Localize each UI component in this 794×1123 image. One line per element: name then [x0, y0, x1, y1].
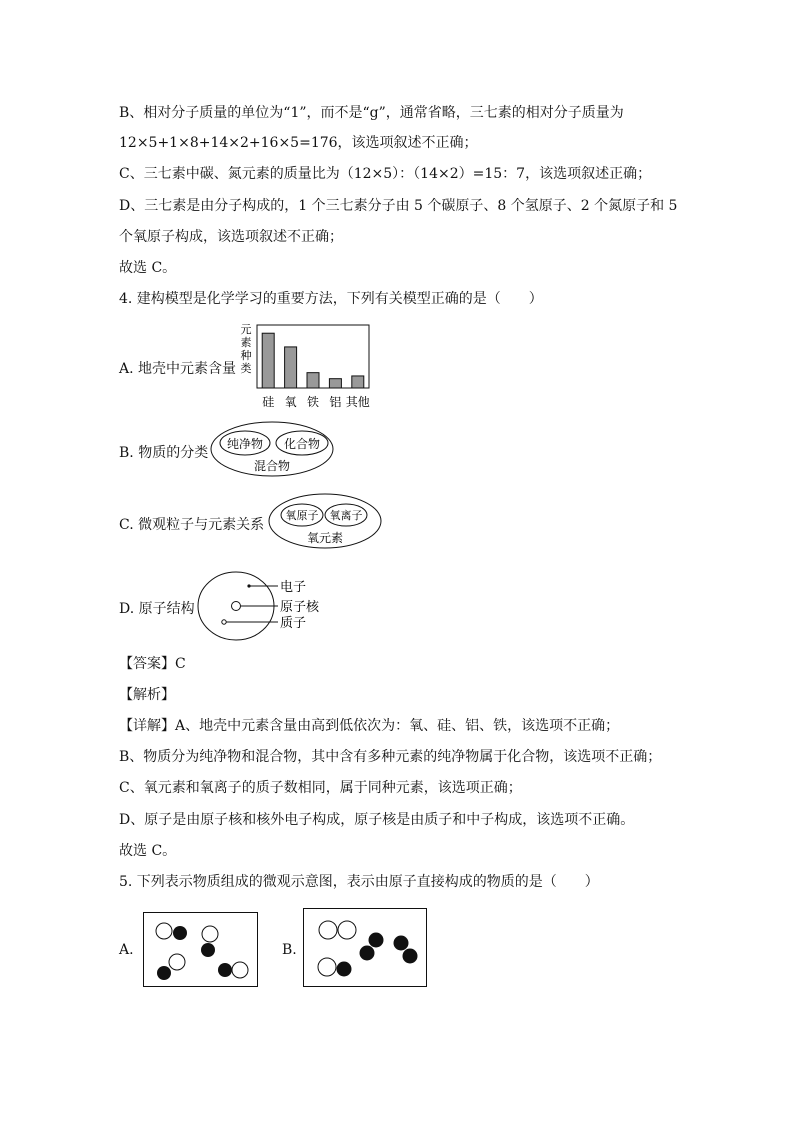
- inner-right-text: 化合物: [283, 437, 321, 451]
- black-atom: [201, 943, 215, 957]
- q4-option-c-diagram: [264, 490, 384, 552]
- inner-left-text: 氧原子: [285, 509, 319, 522]
- white-atom: [319, 921, 337, 939]
- x-tick-label: 氧: [284, 395, 297, 409]
- proton-text: 质子: [280, 616, 307, 631]
- q4-option-b-label: B. 物质的分类: [119, 445, 209, 461]
- bar-4: [352, 376, 364, 388]
- white-atom: [202, 926, 218, 942]
- analysis-heading: 【解析】: [119, 687, 175, 703]
- q3-d-line2: 个氧原子构成，该选项叙述不正确；: [119, 229, 343, 245]
- q3-b-line1: B、相对分子质量的单位为“1”，而不是“g”，通常省略，三七素的相对分子质量为: [119, 105, 624, 121]
- detail-a: 【详解】A、地壳中元素含量由高到低依次为：氧、硅、铝、铁，该选项不正确；: [119, 718, 620, 734]
- q4-stem: 4. 建构模型是化学学习的重要方法，下列有关模型正确的是（ ）: [119, 291, 543, 307]
- q5-option-b-diagram: [303, 908, 429, 988]
- q5-stem: 5. 下列表示物质组成的微观示意图，表示由原子直接构成的物质的是（ ）: [119, 874, 599, 890]
- electron-text: 电子: [280, 580, 307, 595]
- black-atom: [394, 936, 409, 951]
- x-tick-label: 其他: [345, 395, 370, 409]
- bar-3: [329, 379, 341, 388]
- q4-choose: 故选 C。: [119, 843, 177, 859]
- black-atom: [360, 946, 375, 961]
- detail-c: C、氧元素和氧离子的质子数相同，属于同种元素，该选项正确；: [119, 780, 522, 796]
- nucleus-text: 原子核: [280, 600, 320, 615]
- white-atom: [169, 954, 185, 970]
- q4-option-d-atom-diagram: [194, 568, 334, 644]
- bar-1: [285, 347, 297, 388]
- x-tick-label: 铁: [306, 395, 320, 409]
- inner-left-text: 纯净物: [226, 437, 264, 451]
- ylabel-char: 类: [240, 362, 252, 375]
- black-atom: [337, 962, 352, 977]
- q3-choose: 故选 C。: [119, 260, 177, 276]
- q3-d-line1: D、三七素是由分子构成的，1 个三七素分子由 5 个碳原子、8 个氢原子、2 个氮原子和 5: [119, 198, 678, 214]
- black-atom: [157, 966, 171, 980]
- outer-text: 混合物: [253, 459, 291, 473]
- black-atom: [369, 933, 384, 948]
- white-atom: [232, 962, 248, 978]
- black-atom: [218, 963, 232, 977]
- q5-option-a-label: A.: [119, 942, 134, 958]
- q5-option-b-label: B.: [282, 942, 297, 958]
- inner-right-text: 氧离子: [329, 509, 363, 522]
- bar-2: [307, 373, 319, 388]
- ylabel-char: 种: [240, 349, 252, 362]
- q3-c-line: C、三七素中碳、氮元素的质量比为（12×5）：（14×2）=15：7，该选项叙述正确；: [119, 166, 652, 182]
- white-atom: [318, 958, 336, 976]
- white-atom: [338, 921, 356, 939]
- ylabel-char: 素: [240, 336, 252, 349]
- ylabel-char: 元: [240, 323, 252, 336]
- q3-b-line2: 12×5+1×8+14×2+16×5=176，该选项叙述不正确；: [119, 135, 478, 151]
- detail-b: B、物质分为纯净物和混合物，其中含有多种元素的纯净物属于化合物，该选项不正确；: [119, 749, 662, 765]
- white-atom: [156, 923, 172, 939]
- q4-option-a-label: A. 地壳中元素含量: [119, 361, 237, 377]
- x-tick-label: 硅: [262, 395, 275, 409]
- answer: 【答案】C: [119, 656, 186, 672]
- x-tick-label: 铝: [329, 395, 342, 409]
- proton-circle: [222, 620, 226, 624]
- black-atom: [403, 949, 418, 964]
- q5-option-a-diagram: [143, 912, 259, 988]
- outer-text: 氧元素: [306, 531, 344, 545]
- q4-option-b-diagram: [206, 418, 336, 480]
- black-atom: [173, 926, 187, 940]
- q4-option-c-label: C. 微观粒子与元素关系: [119, 517, 265, 533]
- detail-d: D、原子是由原子核和核外电子构成，原子核是由质子和中子构成，该选项不正确。: [119, 812, 635, 828]
- bar-0: [262, 333, 274, 388]
- q4-option-a-bar-chart: [236, 320, 376, 412]
- q4-option-d-label: D. 原子结构: [119, 601, 195, 617]
- nucleus-circle: [232, 602, 241, 611]
